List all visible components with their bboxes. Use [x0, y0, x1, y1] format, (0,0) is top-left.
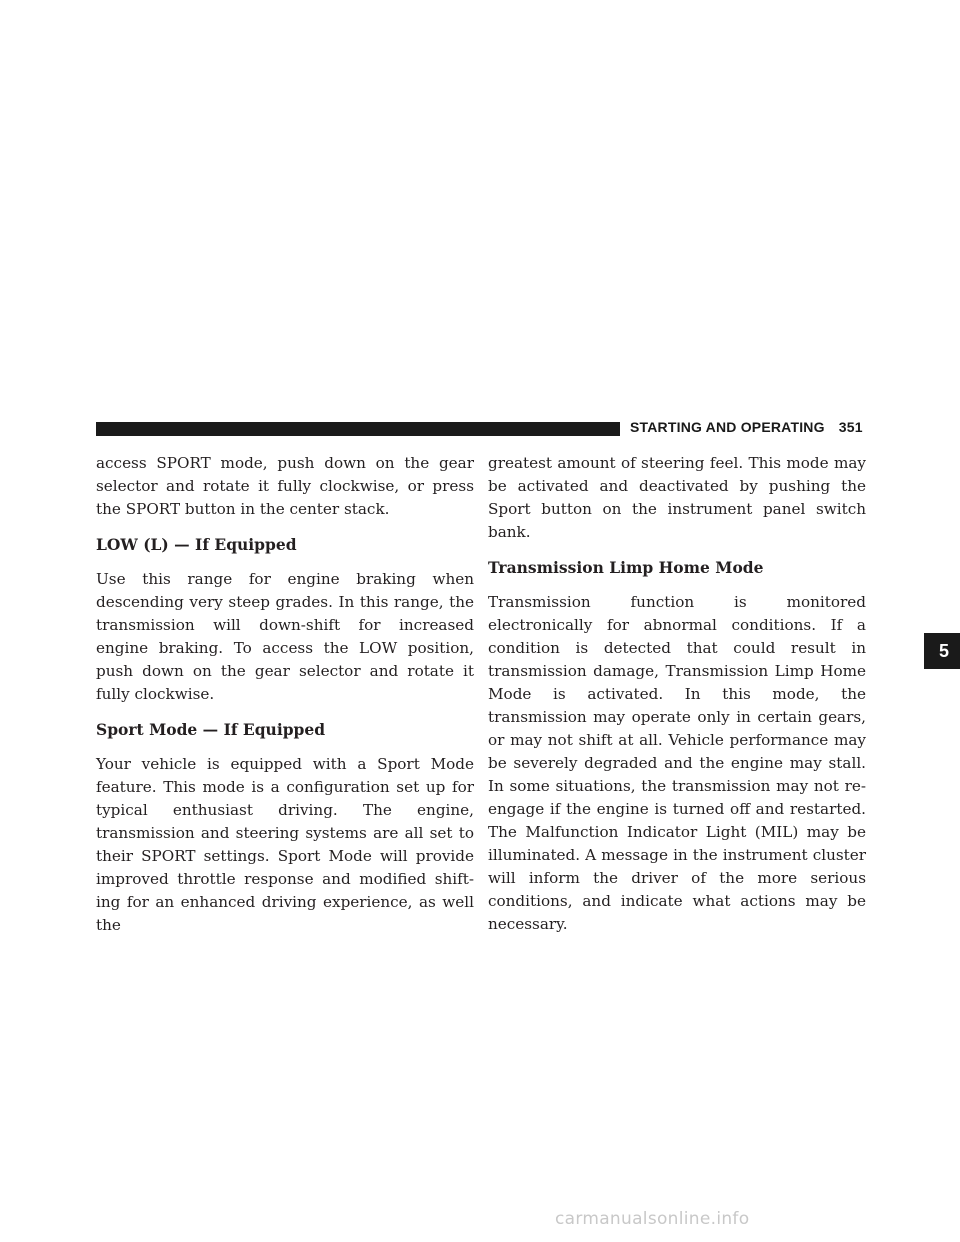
paragraph-steering-feel: greatest amount of steering feel. This mode may be activated and deactivated by pushing the Sport button on the instrument panel switch bank. — [488, 454, 866, 541]
paragraph-sport-access: access SPORT mode, push down on the gear selector and rotate it fully clockwise, or press the SPORT button in the center stack. — [96, 454, 474, 518]
chapter-tab: 5 — [924, 633, 960, 669]
section-title: STARTING AND OPERATING — [630, 419, 825, 435]
page-number: 351 — [838, 419, 863, 435]
paragraph-sport-mode: Your vehicle is equipped with a Sport Mode feature. This mode is a configuration set up for typical enthusiast driving. The engine, transmission and steering systems are all set to their SPORT settings. Sport Mode will provide improved throttle response and modified shift-ing for an enhanced driving experience, as well the — [96, 755, 474, 934]
paragraph-limp-home: Transmission function is monitored electronically for abnormal conditions. If a condition is detected that could result in transmission damage, Transmission Limp Home Mode is activated. In this mode, the transmission may operate only in certain gears, or may not shift at all. Vehicle performance may be severely degraded and the engine may stall. In some situations, the transmission may not re-engage if the engine is turned off and restarted. The Malfunction Indicator Light (MIL) may be illuminated. A message in the instrument cluster will inform the driver of the more serious conditions, and indicate what actions may be necessary. — [488, 593, 866, 933]
left-column — [96, 452, 474, 949]
heading-sport-mode: Sport Mode — If Equipped — [96, 720, 326, 739]
running-header — [630, 419, 863, 435]
heading-low: LOW (L) — If Equipped — [96, 535, 297, 554]
heading-limp-home: Transmission Limp Home Mode — [488, 558, 764, 577]
paragraph-low: Use this range for engine braking when descending very steep grades. In this range, the transmission will down-shift for increased engine braking. To access the LOW position, push down on the gear selector and rotate it fully clockwise. — [96, 570, 474, 703]
header-rule — [96, 422, 620, 436]
right-column — [488, 452, 866, 948]
watermark-logo: carmanualsonline.info — [555, 1209, 750, 1229]
